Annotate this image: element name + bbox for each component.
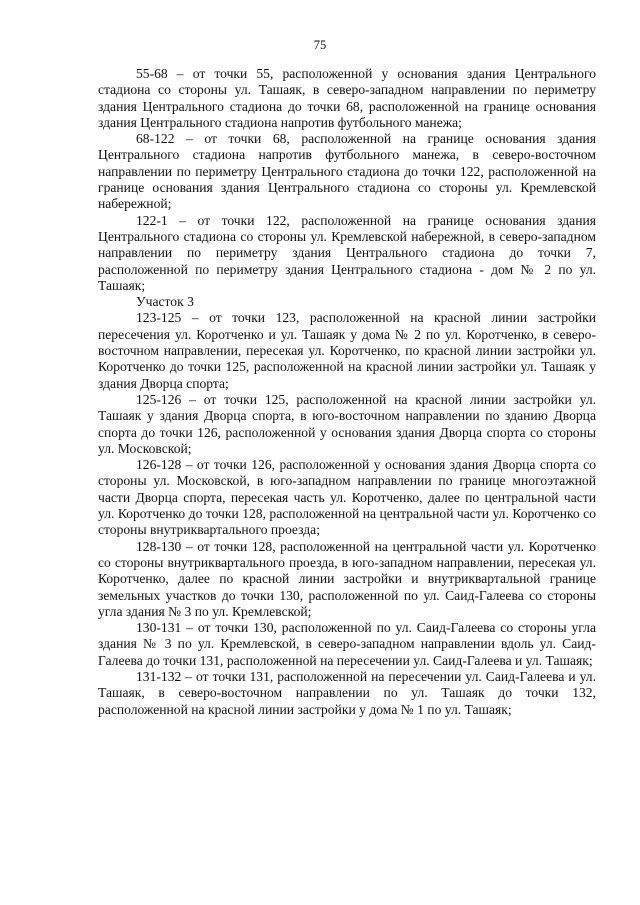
paragraph-125-126: 125-126 – от точки 125, расположенной на красной линии застройки ул. Ташаяк у здания Дворца спорта, в юго-восточном направлении по зданию Дворца спорта до точки 126, расположенной у основания здания Дворца спорта со стороны ул. Московской;	[98, 391, 596, 456]
paragraph-130-131: 130-131 – от точки 130, расположенной по ул. Саид-Галеева со стороны угла здания № 3 по ул. Кремлевской, в северо-западном направлении вдоль ул. Саид-Галеева до точки 131, расположенной на пересечении ул. Саид-Галеева и ул. Ташаяк;	[98, 620, 596, 668]
paragraph-122-1: 122-1 – от точки 122, расположенной на границе основания здания Центрального стадиона со стороны ул. Кремлевской набережной, в северо-западном направлении по периметру здания Центрального стадиона до точки 7, расположенной по периметру здания Центрального стадиона - дом № 2 по ул. Ташаяк;	[98, 212, 596, 293]
page-number: 75	[313, 38, 327, 52]
paragraph-128-130: 128-130 – от точки 128, расположенной на центральной части ул. Коротченко со стороны внутриквартального проезда, в юго-западном направлении, пересекая ул. Коротченко, далее по красной линии застройки и внутриквартальной границе земельных участков до точки 130, расположенной по ул. Саид-Галеева со стороны угла здания № 3 по ул. Кремлевской;	[98, 538, 596, 619]
paragraph-55-68: 55-68 – от точки 55, расположенной у основания здания Центрального стадиона со стороны ул. Ташаяк, в северо-западном направлении по периметру здания Центрального стадиона до точки 68, расположенной на границе основания здания Центрального стадиона напротив футбольного манежа;	[98, 66, 596, 130]
paragraph-68-122: 68-122 – от точки 68, расположенной на границе основания здания Центрального стадиона напротив футбольного манежа, в северо-восточном направлении по периметру Центрального стадиона до точки 122, расположенной на границе основания здания Центрального стадиона со стороны ул. Кремлевской набережной;	[98, 131, 596, 212]
section-heading-plot-3: Участок 3	[136, 294, 194, 310]
paragraph-131-132: 131-132 – от точки 131, расположенной на пересечении ул. Саид-Галеева и ул. Ташаяк, в северо-восточном направлении по ул. Ташаяк до точки 132, расположенной на красной линии застройки у дома № 1 по ул. Ташаяк;	[98, 668, 596, 717]
paragraph-123-125: 123-125 – от точки 123, расположенной на красной линии застройки пересечения ул. Коротченко и ул. Ташаяк у дома № 2 по ул. Коротченко, в северо-восточном направлении, пересекая ул. Коротченко, по красной линии застройки ул. Коротченко до точки 125, расположенной на красной линии застройки ул. Ташаяк у здания Дворца спорта;	[98, 310, 596, 391]
paragraph-126-128: 126-128 – от точки 126, расположенной у основания здания Дворца спорта со стороны ул. Московской, в юго-западном направлении по границе многоэтажной части Дворца спорта, пересекая часть ул. Коротченко, далее по центральной части ул. Коротченко до точки 128, расположенной на центральной части ул. Коротченко со стороны внутриквартального проезда;	[98, 457, 596, 538]
document-body	[98, 66, 596, 718]
